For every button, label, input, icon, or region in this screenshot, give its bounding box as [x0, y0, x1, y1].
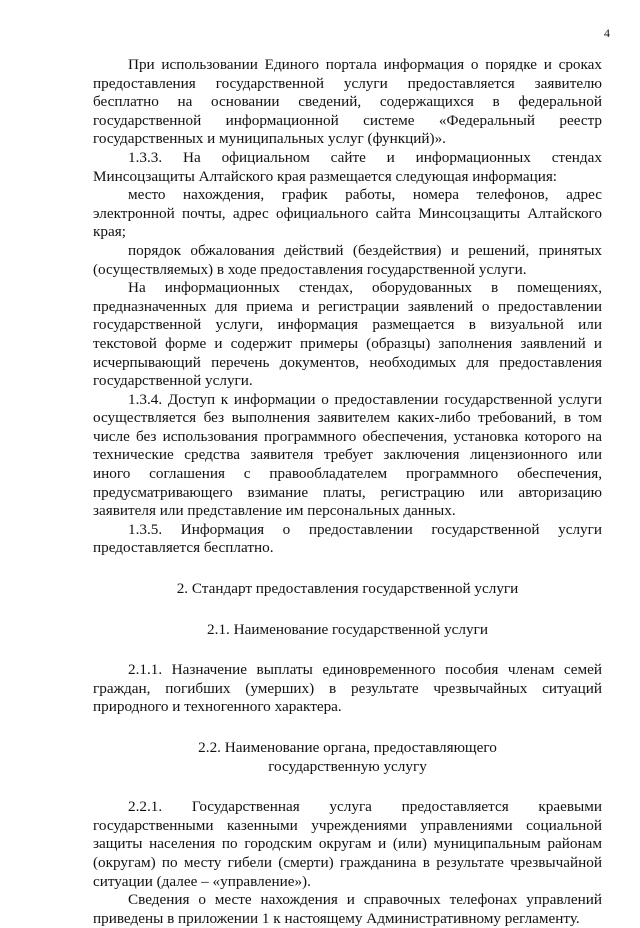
- paragraph: 1.3.5. Информация о предоставлении государственной услуги предоставляется бесплатно.: [93, 520, 602, 557]
- paragraph: 2.1.1. Назначение выплаты единовременного пособия членам семей граждан, погибших (умерших) в результате чрезвычайных ситуаций природного и техногенного характера.: [93, 661, 602, 716]
- document-body: [93, 56, 602, 928]
- section-2-2-heading-line2: государственную услугу: [268, 757, 427, 775]
- section-2-2-heading-line1: 2.2. Наименование органа, предоставляющего: [198, 739, 497, 756]
- paragraph: 1.3.4. Доступ к информации о предоставлении государственной услуги осуществляется без выполнения заявителем каких-либо требований, в том числе без использования программного обеспечения, установка которого на технические средства заявителя требует заключения лицензионного или иного соглашения с правообладателем программного обеспечения, предусматривающего взимание платы, регистрацию или авторизацию заявителя или представление им персональных данных.: [93, 390, 602, 520]
- paragraph: 1.3.3. На официальном сайте и информационных стендах Минсоцзащиты Алтайского края размещается следующая информация:: [93, 148, 602, 185]
- section-2-heading: 2. Стандарт предоставления государственной услуги: [176, 580, 519, 598]
- paragraph: 2.2.1. Государственная услуга предоставляется краевыми государственными казенными учреждениями управлениями социальной защиты населения по городским округам и (или) муниципальным районам (округам) по месту гибели (смерти) гражданина в результате чрезвычайной ситуации (далее – «управление»).: [93, 798, 602, 890]
- paragraph: место нахождения, график работы, номера телефонов, адрес электронной почты, адрес официального сайта Минсоцзащиты Алтайского края;: [93, 186, 602, 241]
- section-2-2-heading: [93, 739, 602, 776]
- paragraph: На информационных стендах, оборудованных в помещениях, предназначенных для приема и регистрации заявлений о предоставлении государственной услуги, информация размещается в визуальной или текстовой форме и содержит примеры (образцы) заполнения заявлений и исчерпывающий перечень документов, необходимых для предоставления государственной услуги.: [93, 279, 602, 390]
- paragraph: порядок обжалования действий (бездействия) и решений, принятых (осуществляемых) в ходе предоставления государственной услуги.: [93, 241, 602, 278]
- page-number: 4: [604, 26, 610, 40]
- section-2-1-heading: 2.1. Наименование государственной услуги: [207, 620, 488, 638]
- paragraph: При использовании Единого портала информация о порядке и сроках предоставления государственной услуги предоставляется заявителю бесплатно на основании сведений, содержащихся в федеральной государственной информационной системе «Федеральный реестр государственных и муниципальных услуг (функций)».: [93, 56, 602, 148]
- paragraph: Сведения о месте нахождения и справочных телефонах управлений приведены в приложении 1 к настоящему Административному регламенту.: [93, 891, 602, 927]
